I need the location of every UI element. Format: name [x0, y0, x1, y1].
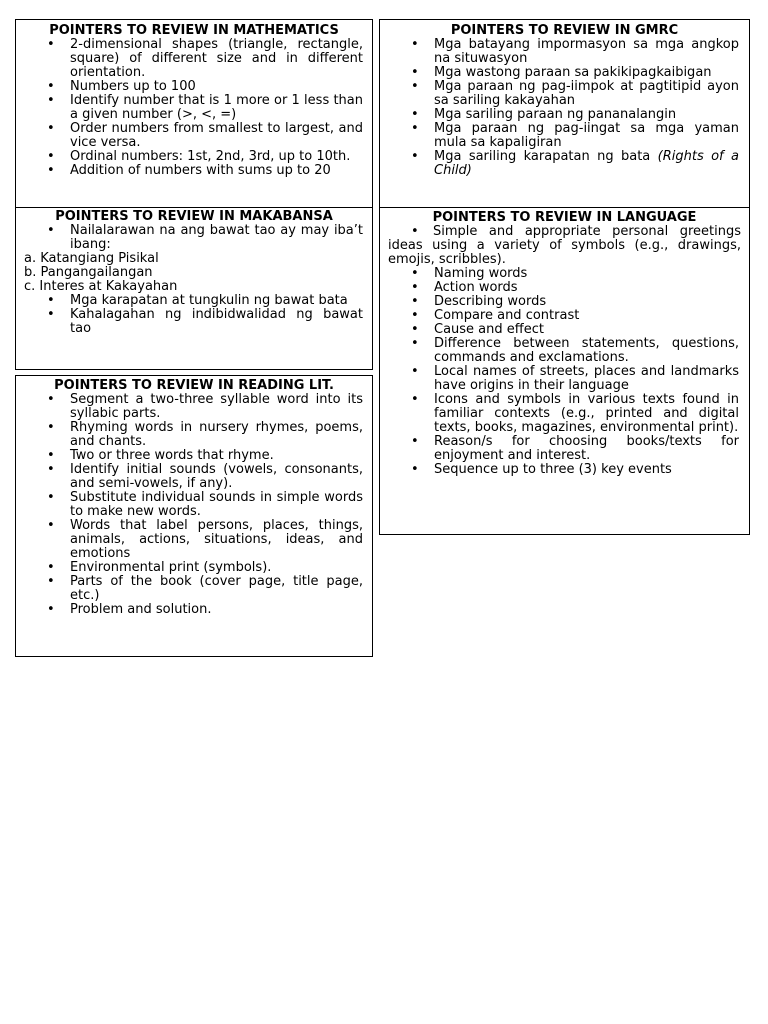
list-item: • Problem and solution.: [16, 603, 363, 617]
list-item: • Mga karapatan at tungkulin ng bawat bata: [16, 294, 363, 308]
sub-item: a. Katangiang Pisikal: [24, 251, 159, 266]
math-list: [16, 38, 372, 178]
list-item: • Segment a two-three syllable word into its syllabic parts.: [16, 393, 363, 421]
math-box: [15, 19, 373, 217]
bullet-icon: •: [411, 224, 419, 239]
list-item: • Identify initial sounds (vowels, consonants, and semi-vowels, if any).: [16, 463, 363, 491]
language-title: POINTERS TO REVIEW IN LANGUAGE: [432, 210, 697, 225]
intro-text: Simple and appropriate personal greetings ideas using a variety of symbols (e.g., drawings, emojis, scribbles).: [388, 224, 741, 267]
list-item: • Identify number that is 1 more or 1 less than a given number (>, <, =): [16, 94, 363, 122]
gmrc-title: POINTERS TO REVIEW IN GMRC: [450, 23, 679, 38]
sub-item: c. Interes at Kakayahan: [24, 279, 178, 294]
list-item: • Difference between statements, questions, commands and exclamations.: [380, 337, 739, 365]
list-item: • Words that label persons, places, things, animals, actions, situations, ideas, and emotions: [16, 519, 363, 561]
list-item: • Mga batayang impormasyon sa mga angkop na situwasyon: [380, 38, 739, 66]
list-item: • Order numbers from smallest to largest, and vice versa.: [16, 122, 363, 150]
list-item: • Cause and effect: [380, 323, 739, 337]
list-item: • Nailalarawan na ang bawat tao ay may iba’t ibang:: [16, 224, 363, 252]
language-list: [380, 267, 749, 477]
list-item: • Rhyming words in nursery rhymes, poems, and chants.: [16, 421, 363, 449]
list-item: • Kahalagahan ng indibidwalidad ng bawat tao: [16, 308, 363, 336]
gmrc-list: [380, 38, 749, 178]
list-item: • Naming words: [380, 267, 739, 281]
list-item: • Parts of the book (cover page, title page, etc.): [16, 575, 363, 603]
list-item: • Addition of numbers with sums up to 20: [16, 164, 363, 178]
sub-item: b. Pangangailangan: [24, 265, 153, 280]
list-item: • Mga wastong paraan sa pakikipagkaibigan: [380, 66, 739, 80]
makabansa-list-2: [16, 294, 363, 336]
list-item: • Ordinal numbers: 1st, 2nd, 3rd, up to 10th.: [16, 150, 363, 164]
list-item: • Substitute individual sounds in simple words to make new words.: [16, 491, 363, 519]
reading-title: POINTERS TO REVIEW IN READING LIT.: [54, 378, 334, 393]
italic-note: (Rights of a Child): [434, 149, 739, 178]
list-item: • Reason/s for choosing books/texts for enjoyment and interest.: [380, 435, 739, 463]
makabansa-box: [15, 207, 373, 370]
makabansa-title: POINTERS TO REVIEW IN MAKABANSA: [55, 209, 333, 224]
gmrc-box: [379, 19, 750, 217]
list-item: [380, 150, 739, 178]
list-item: • 2-dimensional shapes (triangle, rectangle, square) of different size and in different orientation.: [16, 38, 363, 80]
list-item: • Sequence up to three (3) key events: [380, 463, 739, 477]
list-item: • Action words: [380, 281, 739, 295]
list-item: • Local names of streets, places and landmarks have origins in their language: [380, 365, 739, 393]
list-item: • Icons and symbols in various texts found in familiar contexts (e.g., printed and digital texts, books, magazines, environmental print).: [380, 393, 739, 435]
list-item: • Mga sariling paraan ng pananalangin: [380, 108, 739, 122]
list-item: • Two or three words that rhyme.: [16, 449, 363, 463]
makabansa-content: [16, 224, 372, 336]
list-item: • Numbers up to 100: [16, 80, 363, 94]
list-item: • Describing words: [380, 295, 739, 309]
list-item: • Mga paraan ng pag-iimpok at pagtitipid ayon sa sariling kakayahan: [380, 80, 739, 108]
math-title: POINTERS TO REVIEW IN MATHEMATICS: [49, 23, 339, 38]
list-item-text: Mga sariling karapatan ng bata: [434, 149, 658, 164]
list-item: • Environmental print (symbols).: [16, 561, 363, 575]
language-box: [379, 207, 750, 535]
list-item: • Mga paraan ng pag-iingat sa mga yaman mula sa kapaligiran: [380, 122, 739, 150]
list-item: • Compare and contrast: [380, 309, 739, 323]
language-intro: [380, 225, 749, 267]
makabansa-list-1: [16, 224, 363, 252]
reading-box: [15, 375, 373, 657]
reading-list: [16, 393, 372, 617]
